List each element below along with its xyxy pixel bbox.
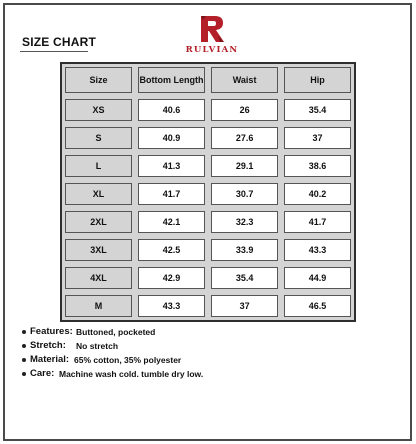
header-bottom-length: Bottom Length xyxy=(135,64,208,96)
table-row xyxy=(62,264,354,292)
hip-cell: 43.3 xyxy=(281,236,354,264)
spec-label: Material: xyxy=(30,354,70,365)
waist-cell: 29.1 xyxy=(208,152,281,180)
bottom-length-cell: 42.9 xyxy=(135,264,208,292)
waist-cell: 32.3 xyxy=(208,208,281,236)
bottom-length-cell: 42.5 xyxy=(135,236,208,264)
hip-cell: 44.9 xyxy=(281,264,354,292)
table-row xyxy=(62,96,354,124)
waist-cell: 33.9 xyxy=(208,236,281,264)
hip-cell: 46.5 xyxy=(281,292,354,320)
waist-cell: 35.4 xyxy=(208,264,281,292)
bottom-length-cell: 40.6 xyxy=(135,96,208,124)
waist-cell: 37 xyxy=(208,292,281,320)
size-table xyxy=(60,62,356,322)
size-cell: S xyxy=(62,124,135,152)
bullet-icon xyxy=(22,358,26,362)
table-header-row xyxy=(62,64,354,96)
bullet-icon xyxy=(22,372,26,376)
table-row xyxy=(62,208,354,236)
table-row xyxy=(62,236,354,264)
waist-cell: 26 xyxy=(208,96,281,124)
bottom-length-cell: 40.9 xyxy=(135,124,208,152)
brand-name: RULVIAN xyxy=(185,45,239,55)
bottom-length-cell: 41.3 xyxy=(135,152,208,180)
bottom-length-cell: 42.1 xyxy=(135,208,208,236)
spec-label: Features: xyxy=(30,326,73,337)
table-row xyxy=(62,292,354,320)
bottom-length-cell: 43.3 xyxy=(135,292,208,320)
hip-cell: 40.2 xyxy=(281,180,354,208)
header-size: Size xyxy=(62,64,135,96)
table-row xyxy=(62,180,354,208)
size-cell: XL xyxy=(62,180,135,208)
spec-value: Machine wash cold. tumble dry low. xyxy=(59,369,204,379)
table-row xyxy=(62,152,354,180)
hip-cell: 37 xyxy=(281,124,354,152)
spec-value: Buttoned, pocketed xyxy=(76,327,156,337)
size-cell: 2XL xyxy=(62,208,135,236)
rulvian-r-logo-icon xyxy=(198,14,226,44)
spec-label: Care: xyxy=(30,368,55,379)
hip-cell: 41.7 xyxy=(281,208,354,236)
header-waist: Waist xyxy=(208,64,281,96)
bullet-icon xyxy=(22,330,26,334)
size-cell: XS xyxy=(62,96,135,124)
size-cell: L xyxy=(62,152,135,180)
hip-cell: 38.6 xyxy=(281,152,354,180)
size-cell: 3XL xyxy=(62,236,135,264)
spec-label: Stretch: xyxy=(30,340,66,351)
spec-value: No stretch xyxy=(76,341,119,351)
size-cell: M xyxy=(62,292,135,320)
spec-value: 65% cotton, 35% polyester xyxy=(74,355,182,365)
bottom-length-cell: 41.7 xyxy=(135,180,208,208)
hip-cell: 35.4 xyxy=(281,96,354,124)
waist-cell: 27.6 xyxy=(208,124,281,152)
bullet-icon xyxy=(22,344,26,348)
waist-cell: 30.7 xyxy=(208,180,281,208)
title-underline xyxy=(20,51,88,52)
table-row xyxy=(62,124,354,152)
size-cell: 4XL xyxy=(62,264,135,292)
size-chart-title: SIZE CHART xyxy=(22,35,96,49)
brand-logo xyxy=(182,14,242,60)
header-hip: Hip xyxy=(281,64,354,96)
